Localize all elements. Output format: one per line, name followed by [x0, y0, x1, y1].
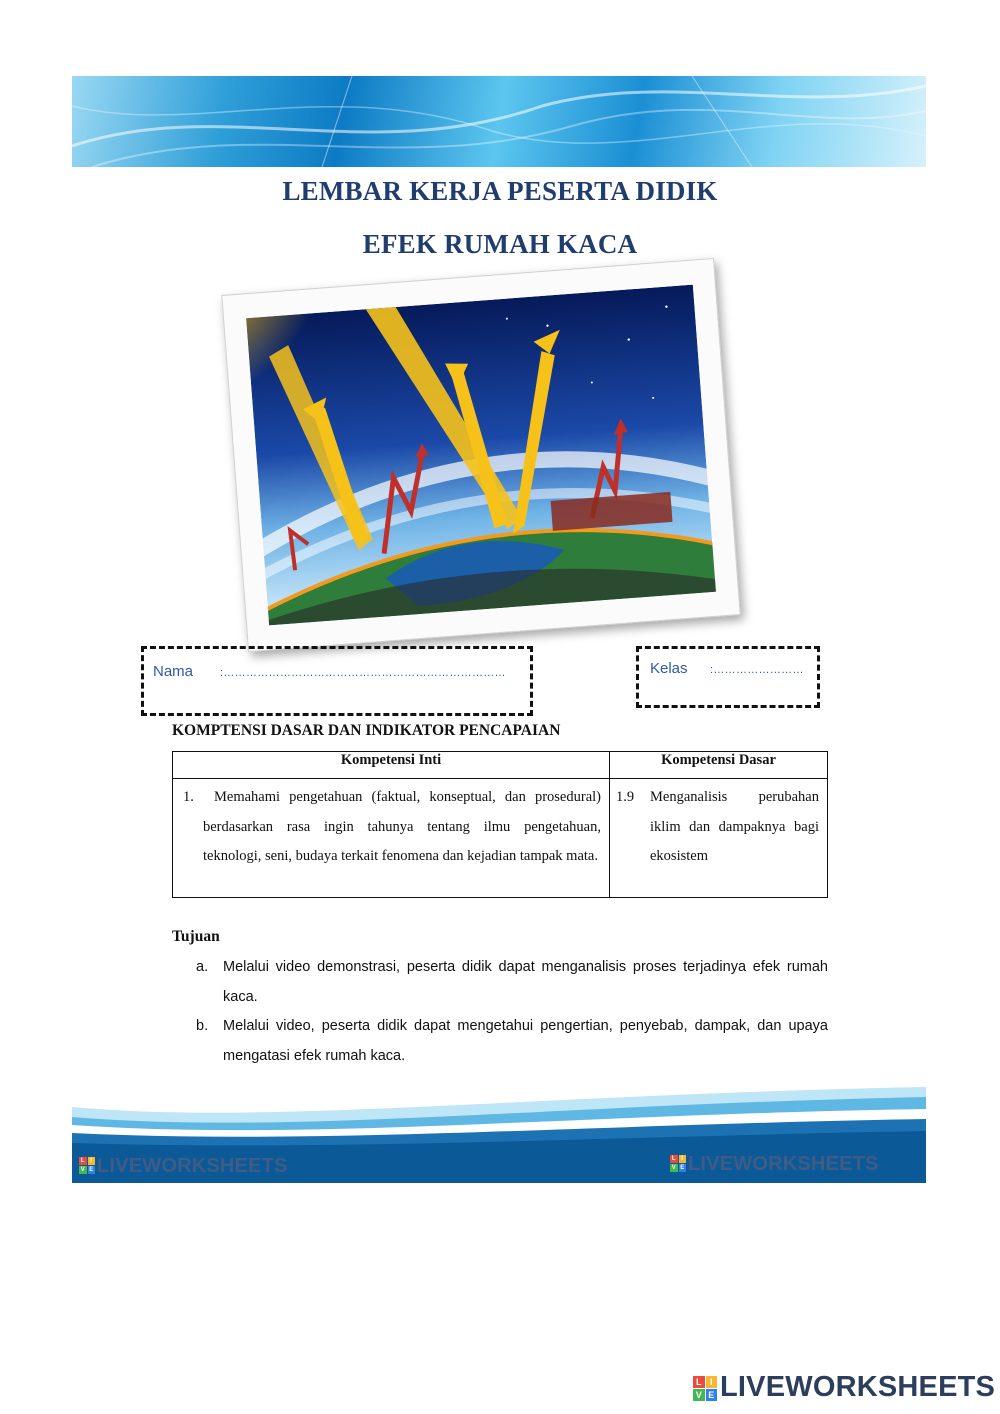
list-item-text: Melalui video demonstrasi, peserta didik dapat menganalisis proses terjadinya efek rumah kaca. [223, 959, 828, 1005]
header-banner [72, 76, 926, 167]
greenhouse-effect-illustration [221, 258, 740, 652]
brand-left: LIVEWORKSHEETS [97, 1155, 288, 1177]
kelas-field-box [636, 646, 820, 708]
nama-label: Nama [153, 663, 194, 680]
liveworksheets-logo-icon: L I V E [671, 1156, 685, 1171]
nama-field-box [141, 646, 533, 716]
kd-text: Menganalisis perubahan iklim dan dampaknya bagi ekosistem [650, 789, 819, 864]
brand-right: LIVEWORKSHEETS [688, 1153, 879, 1175]
worksheet-subtitle: EFEK RUMAH KACA [362, 229, 638, 259]
nama-input-line[interactable]: :………………………………………………………………… [220, 667, 506, 679]
greenhouse-illustration-icon [246, 285, 716, 626]
ki-number: 1. [183, 789, 194, 805]
list-item-text: Melalui video, peserta didik dapat mengetahui pengertian, penyebab, dampak, dan upaya mengatasi efek rumah kaca. [223, 1018, 828, 1064]
table-row [173, 779, 828, 898]
tujuan-list [196, 953, 828, 1071]
liveworksheets-logo-icon: L I V E [693, 1376, 717, 1401]
tujuan-title: Tujuan [172, 928, 220, 945]
kompetensi-inti-header: Kompetensi Inti [173, 752, 610, 779]
list-item [196, 953, 828, 1012]
kompetensi-dasar-cell [610, 779, 828, 898]
worksheet-title: LEMBAR KERJA PESERTA DIDIK [282, 176, 718, 206]
list-item-letter: a. [196, 959, 209, 975]
liveworksheets-logo-icon: L I V E [80, 1158, 94, 1173]
ki-text: Memahami pengetahuan (faktual, konseptual, dan prosedural) berdasarkan rasa ingin tahunya tentang ilmu pengetahuan, teknologi, seni, budaya terkait fenomena dan kejadian tampak mata. [203, 789, 601, 864]
kd-number: 1.9 [616, 789, 635, 805]
kelas-label: Kelas [650, 660, 688, 677]
kompetensi-inti-cell [173, 779, 610, 898]
table-header-row [173, 752, 828, 779]
footer-banner [72, 1085, 926, 1183]
list-item [196, 1012, 828, 1071]
kelas-input-line[interactable]: :…………………… [710, 664, 804, 676]
competency-section-title: KOMPTENSI DASAR DAN INDIKATOR PENCAPAIAN [172, 722, 561, 739]
competency-table [172, 751, 828, 898]
list-item-letter: b. [196, 1018, 209, 1034]
kompetensi-dasar-header: Kompetensi Dasar [610, 752, 828, 779]
brand-watermark[interactable]: LIVEWORKSHEETS [720, 1371, 996, 1403]
